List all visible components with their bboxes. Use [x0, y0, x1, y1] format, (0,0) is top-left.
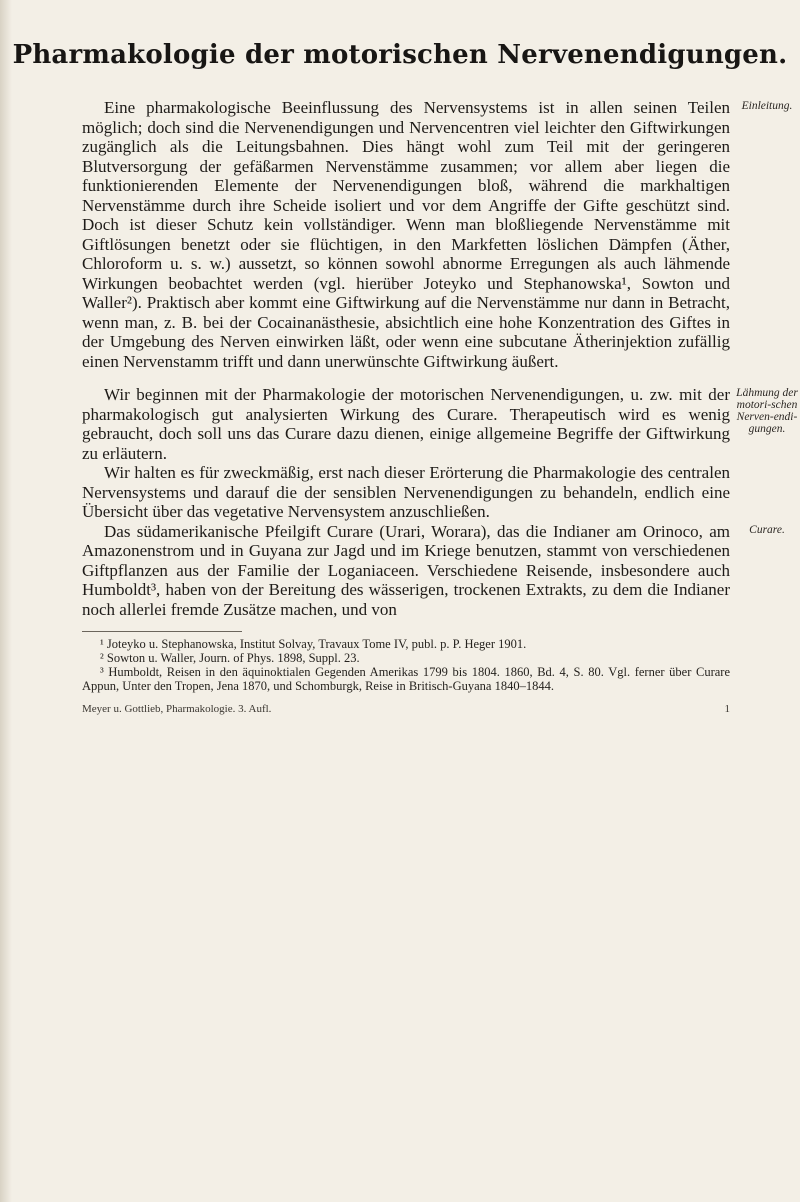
footer-signature: Meyer u. Gottlieb, Pharmakologie. 3. Aufl. — [82, 703, 272, 715]
footnote-1: ¹ Joteyko u. Stephanowska, Institut Solvay, Travaux Tome IV, publ. p. P. Heger 1901. — [100, 637, 527, 651]
paragraph-introduction: Eine pharmakologische Beeinflussung des Nervensystems ist in allen seinen Teilen möglich; doch sind die Nervenendigungen und Nervencentren viel leichter den Giftwirkungen zugänglich als die Leitungsbahnen. Dies hängt wohl zum Teil mit der geringeren Blutversorgung der gefäßarmen Nervenstämme zusammen; vor allem aber liegen die funktionierenden Elemente der Nervenendigungen bloß, während die markhaltigen Nervenstämme durch ihre Scheide isoliert und vor dem Angriffe der Gifte geschützt sind. Doch ist dieser Schutz kein vollständiger. Wenn man bloßliegende Nervenstämme mit Giftlösungen benetzt oder sie flüchtigen, in den Markfetten löslichen Dämpfen (Äther, Chloroform u. s. w.) aussetzt, so können sowohl abnorme Erregungen als auch lähmende Wirkungen beobachtet werden (vgl. hierüber Joteyko und Stephanowska¹, Sowton und Waller²). Praktisch aber kommt eine Giftwirkung auf die Nervenstämme nur dann in Betracht, wenn man, z. B. bei der Cocainanästhesie, absichtlich eine hohe Konzentration des Giftes in der Umgebung des Nerven einwirken läßt, oder wenn eine subcutane Ätherinjektion zufällig einen Nervenstamm trifft und dann unerwünschte Giftwirkung äußert. — [82, 98, 730, 371]
marginal-note-laehmung: Lähmung der motori-schen Nerven-endi-gungen. — [736, 387, 798, 435]
paragraph-curare-description: Das südamerikanische Pfeilgift Curare (Urari, Worara), das die Indianer am Orinoco, am Amazonenstrom und in Guyana zur Jagd und im Kriege benutzen, stammt von verschiedenen Giftpflanzen aus der Familie der Loganiaceen. Verschiedene Reisende, insbesondere auch Humboldt³, haben von der Bereitung des wässerigen, trockenen Extrakts, zu dem die Indianer noch allerlei fremde Zusätze machen, und von — [82, 521, 730, 619]
marginal-note-einleitung: Einleitung. — [741, 100, 793, 112]
footnote-3: ³ Humboldt, Reisen in den äquinoktialen Gegenden Amerikas 1799 bis 1804. 1860, Bd. 4, S. 80. Vgl. ferner über Curare Appun, Unter den Tropen, Jena 1870, und Schomburgk, Reise in Britisch-Guyana 1840–1844. — [82, 665, 730, 693]
page-edge-shadow — [0, 0, 12, 1202]
main-text-block — [82, 98, 730, 371]
paragraph-curare-intro: Wir beginnen mit der Pharmakologie der motorischen Nervenendigungen, u. zw. mit der pharmakologisch gut analysierten Wirkung des Curare. Therapeutisch wird es wenig gebraucht, doch soll uns das Curare dazu dienen, einige allgemeine Begriffe der Giftwirkung zu erläutern. — [82, 385, 730, 463]
page-footer — [82, 703, 730, 715]
main-text-block-2 — [82, 385, 730, 619]
footnote-rule — [82, 631, 242, 632]
footnote-2: ² Sowton u. Waller, Journ. of Phys. 1898, Suppl. 23. — [100, 651, 360, 665]
chapter-heading: Pharmakologie der motorischen Nervenendigungen. — [12, 40, 788, 70]
page-number: 1 — [724, 703, 730, 715]
footnotes — [82, 637, 730, 693]
marginal-note-curare: Curare. — [749, 524, 785, 536]
paragraph-plan: Wir halten es für zweckmäßig, erst nach dieser Erörterung die Pharmakologie des centralen Nervensystems und darauf die der sensiblen Nervenendigungen zu behandeln, endlich eine Übersicht über das vegetative Nervensystem anzuschließen. — [82, 463, 730, 521]
